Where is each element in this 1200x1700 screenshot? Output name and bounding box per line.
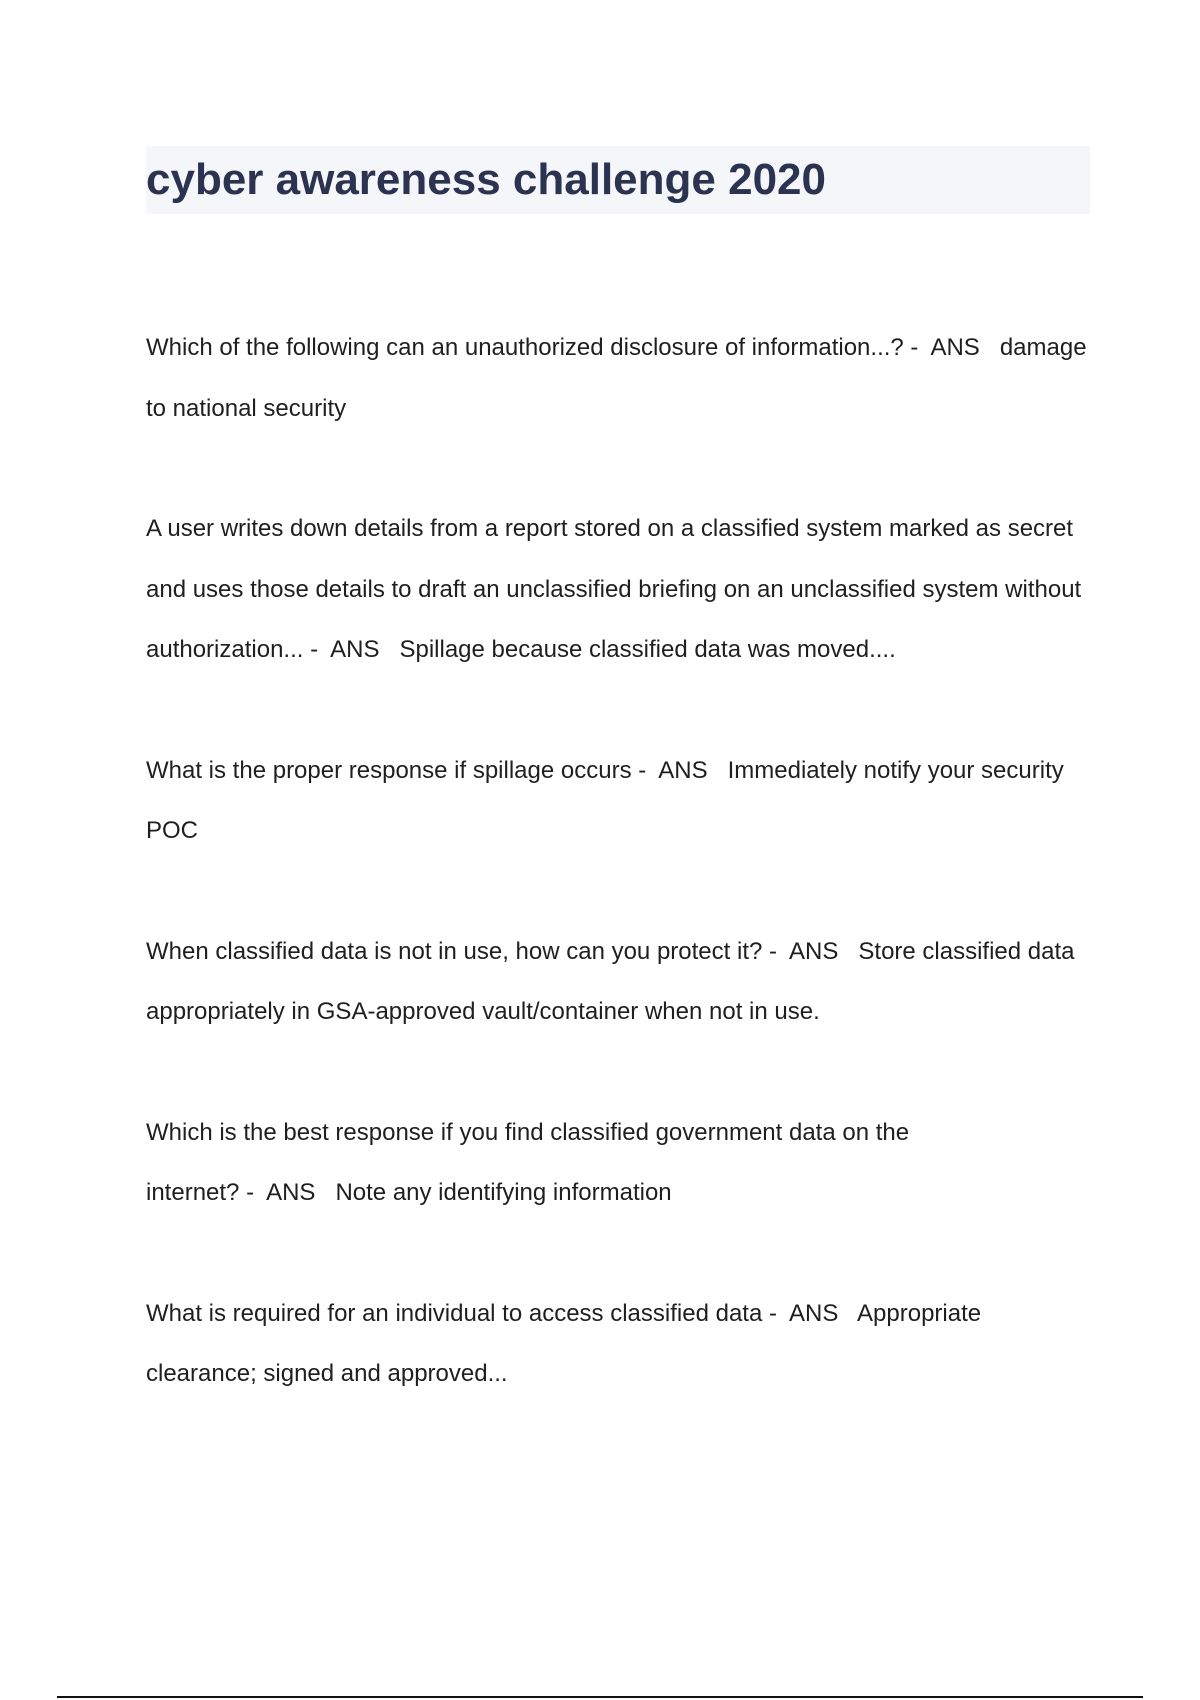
answer-label: ANS [330, 636, 380, 663]
qa-item: Which is the best response if you find classified government data on the internet? - ANS Note any identifying information [146, 1118, 916, 1206]
question-text: What is the proper response if spillage occurs [146, 756, 632, 784]
qa-item: Which of the following can an unauthorized disclosure of information...? - ANS damage to national security [146, 334, 1094, 422]
footer-divider [57, 1696, 1143, 1698]
answer-label: ANS [789, 937, 839, 965]
question-text: What is required for an individual to access classified data [146, 1299, 763, 1327]
answer-label: ANS [788, 1299, 839, 1327]
answer-text: Store classified data appropriately in GSA-approved vault/container when not in use. [146, 937, 1082, 1025]
answer-label: ANS [930, 334, 980, 361]
document-title: cyber awareness challenge 2020 [146, 155, 826, 204]
title-banner [146, 146, 1090, 214]
question-text: When classified data is not in use, how can you protect it? [146, 937, 763, 965]
qa-item: What is required for an individual to access classified data - ANS Appropriate clearance; signed and approved... [146, 1299, 988, 1387]
qa-item: When classified data is not in use, how can you protect it? - ANS Store classified data appropriately in GSA-approved vault/container when not in use. [146, 937, 1082, 1025]
answer-label: ANS [266, 1179, 316, 1206]
question-text: Which is the best response if you find classified government data on the internet? [146, 1118, 916, 1206]
answer-text: Immediately notify your security POC [146, 756, 1071, 844]
answer-text: damage to national security [146, 334, 1094, 422]
qa-item: A user writes down details from a report stored on a classified system marked as secret and uses those details to draft an unclassified briefing on an unclassified system without authorization... - ANS Spillage because classified data was moved.... [146, 515, 1088, 663]
answer-text: Appropriate clearance; signed and approved... [146, 1299, 988, 1387]
qa-list [146, 318, 1096, 1465]
qa-item: What is the proper response if spillage occurs - ANS Immediately notify your security POC [146, 756, 1071, 844]
answer-text: Note any identifying information [335, 1179, 672, 1206]
question-text: Which of the following can an unauthorized disclosure of information...? [146, 334, 904, 361]
question-text: A user writes down details from a report stored on a classified system marked as secret and uses those details to draft an unclassified briefing on an unclassified system without authorization... [146, 515, 1088, 663]
answer-text: Spillage because classified data was moved.... [399, 636, 896, 663]
answer-label: ANS [658, 756, 708, 784]
